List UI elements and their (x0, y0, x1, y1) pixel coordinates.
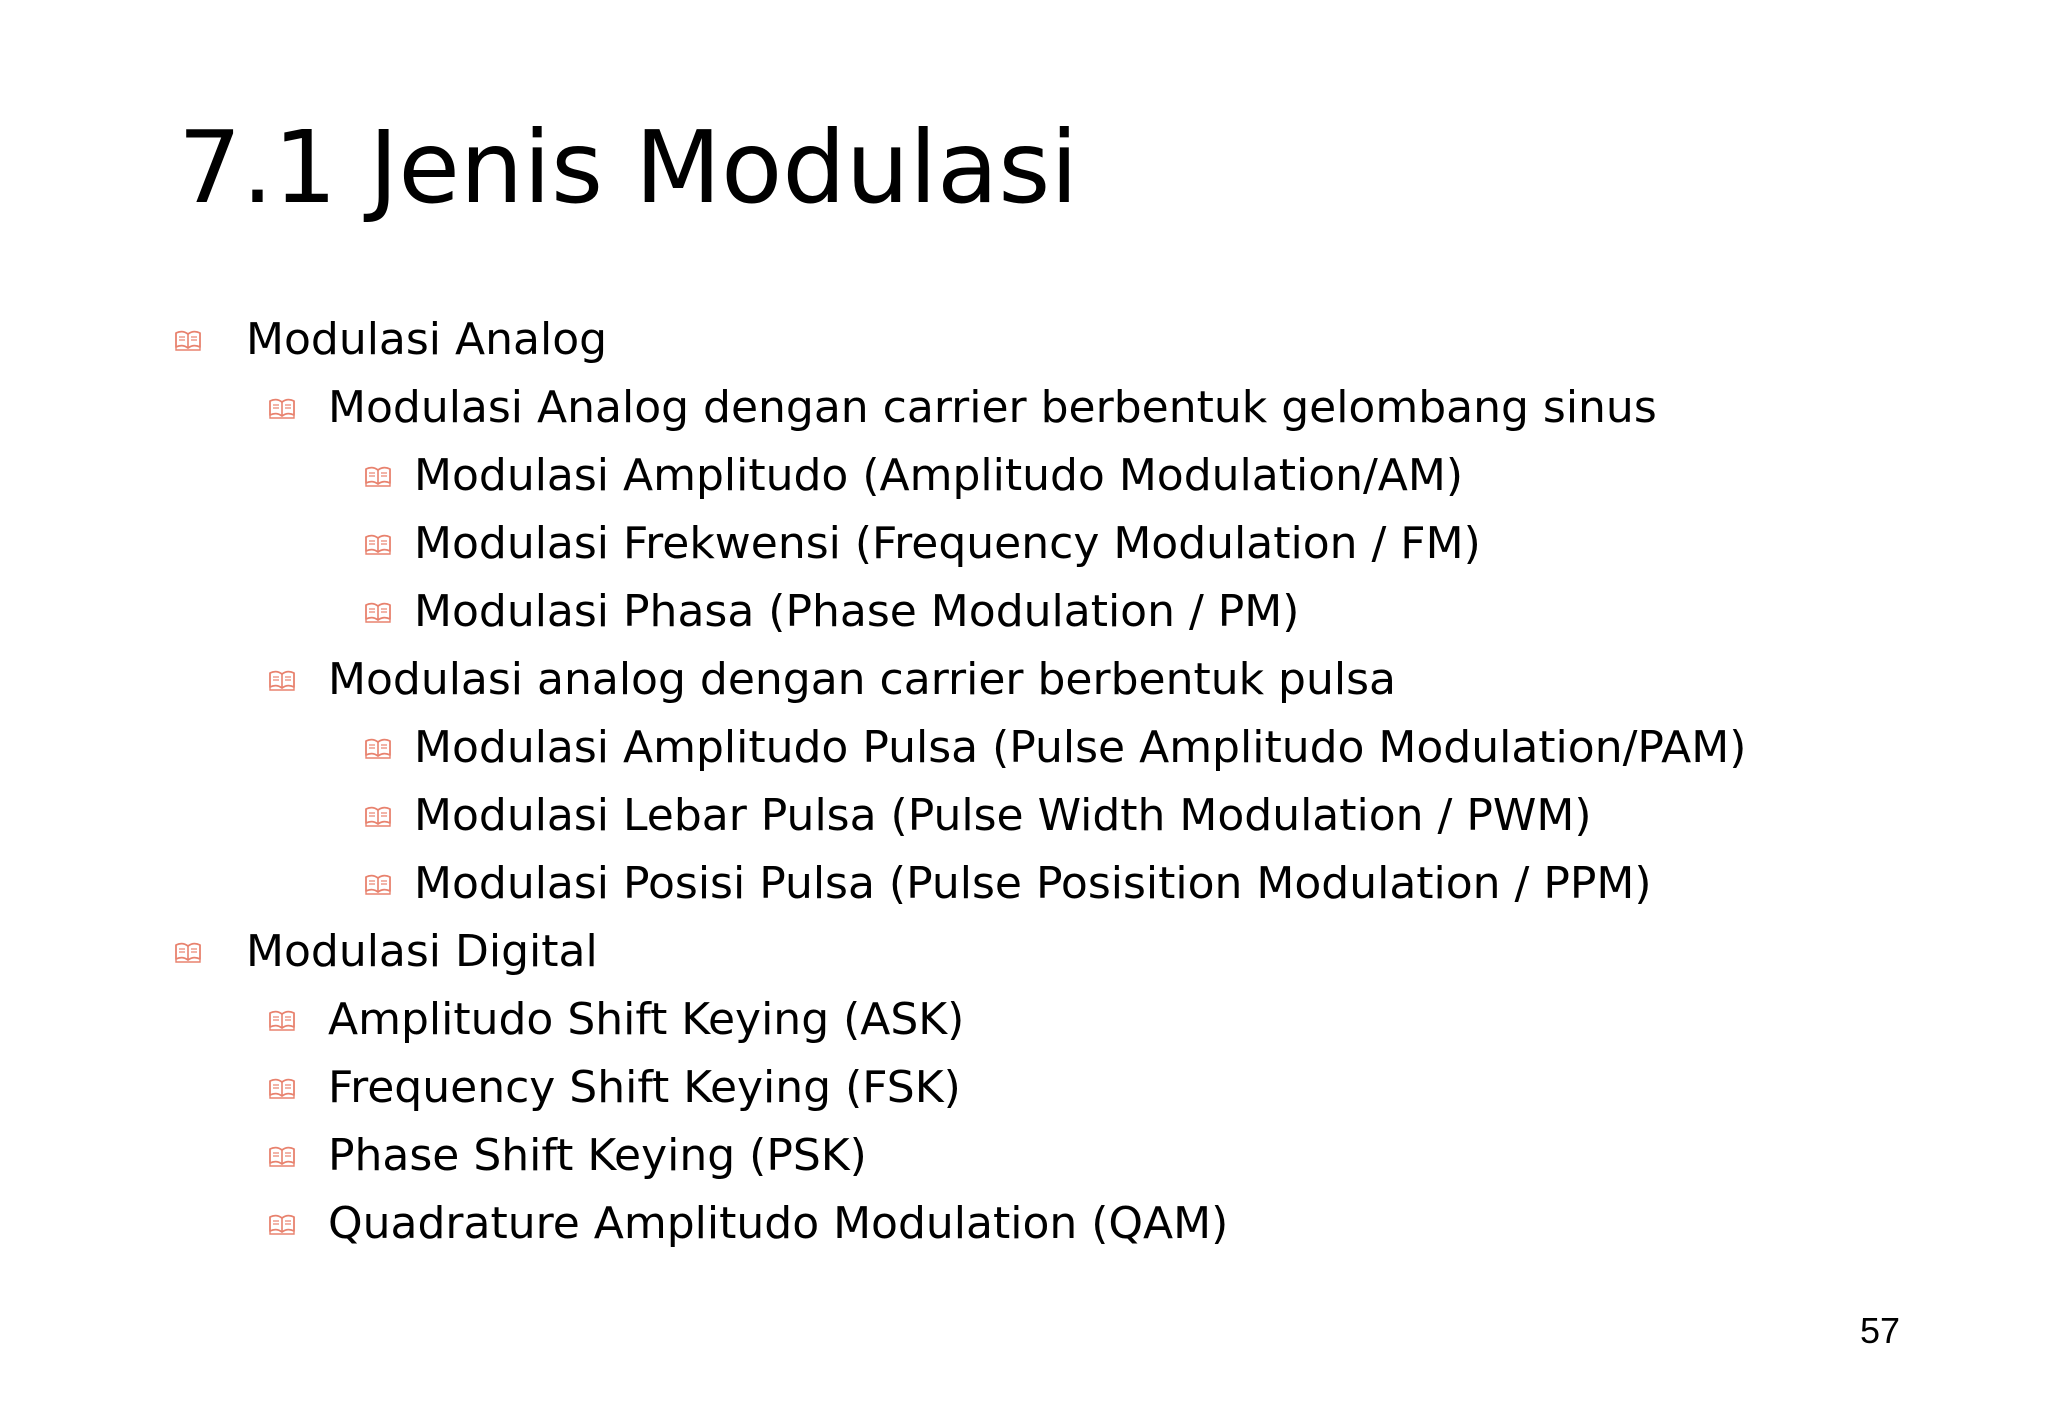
bullet-text: Modulasi Posisi Pulsa (Pulse Posisition Modulation / PPM) (414, 858, 1652, 909)
bullet-text: Modulasi Analog dengan carrier berbentuk gelombang sinus (328, 382, 1657, 433)
bullet-text: Quadrature Amplitudo Modulation (QAM) (328, 1198, 1229, 1249)
bullet-item-fm (364, 514, 1481, 574)
open-book-icon (364, 736, 392, 760)
bullet-item-qam (268, 1194, 1228, 1254)
bullet-item-am (364, 446, 1463, 506)
bullet-item-analog-sinus (268, 378, 1657, 438)
open-book-icon (268, 1076, 296, 1100)
bullet-text: Amplitudo Shift Keying (ASK) (328, 994, 965, 1045)
bullet-text: Phase Shift Keying (PSK) (328, 1130, 867, 1181)
bullet-item-ppm (364, 854, 1652, 914)
bullet-text: Modulasi Lebar Pulsa (Pulse Width Modulation / PWM) (414, 790, 1592, 841)
bullet-item-modulasi-digital (174, 922, 598, 982)
bullet-text: Modulasi Analog (246, 314, 608, 365)
bullet-item-ask (268, 990, 964, 1050)
open-book-icon (364, 872, 392, 896)
open-book-icon (268, 396, 296, 420)
open-book-icon (268, 1008, 296, 1032)
slide-title: 7.1 Jenis Modulasi (178, 109, 1079, 226)
open-book-icon (268, 1144, 296, 1168)
bullet-item-psk (268, 1126, 867, 1186)
page-number: 57 (1859, 1310, 1900, 1351)
open-book-icon (174, 328, 202, 352)
bullet-text: Modulasi Phasa (Phase Modulation / PM) (414, 586, 1300, 637)
bullet-text: Modulasi Amplitudo (Amplitudo Modulation/AM) (414, 450, 1464, 501)
bullet-text: Modulasi Digital (246, 926, 598, 977)
bullet-item-modulasi-analog (174, 310, 607, 370)
bullet-item-pam (364, 718, 1746, 778)
open-book-icon (364, 600, 392, 624)
bullet-item-fsk (268, 1058, 961, 1118)
open-book-icon (268, 1212, 296, 1236)
open-book-icon (268, 668, 296, 692)
bullet-text: Modulasi Frekwensi (Frequency Modulation / FM) (414, 518, 1481, 569)
open-book-icon (364, 464, 392, 488)
bullet-item-analog-pulsa (268, 650, 1396, 710)
bullet-text: Modulasi Amplitudo Pulsa (Pulse Amplitudo Modulation/PAM) (414, 722, 1747, 773)
bullet-text: Frequency Shift Keying (FSK) (328, 1062, 961, 1113)
open-book-icon (364, 804, 392, 828)
bullet-item-pm (364, 582, 1299, 642)
open-book-icon (364, 532, 392, 556)
bullet-text: Modulasi analog dengan carrier berbentuk pulsa (328, 654, 1396, 705)
open-book-icon (174, 940, 202, 964)
bullet-item-pwm (364, 786, 1592, 846)
